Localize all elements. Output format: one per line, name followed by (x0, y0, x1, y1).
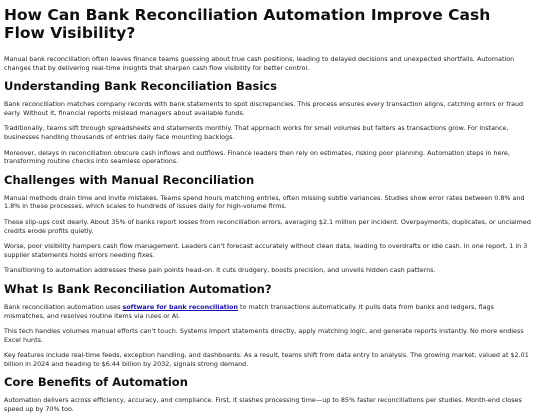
basics-paragraph-2: Traditionally, teams sift through spreadsheets and statements monthly. That approach works for small volumes but falters as transactions grow. For instance, businesses handling thousands of entries daily face mounting backlogs. (4, 124, 509, 141)
intro-paragraph: Manual bank reconciliation often leaves finance teams guessing about true cash positions, leading to delayed decisions and unexpected shortfalls. Automation changes that by delivering real-time insights that sharpen cash flow visibility for better control. (4, 55, 515, 72)
challenges-paragraph-3: Worse, poor visibility hampers cash flow management. Leaders can't forecast accurately without clean data, leading to overdrafts or idle cash. In one report, 1 in 3 supplier statements holds errors needing fixes. (4, 242, 528, 259)
section-heading-what-is: What Is Bank Reconciliation Automation? (4, 281, 272, 296)
software-link[interactable]: software for bank reconciliation (122, 302, 238, 311)
challenges-paragraph-1: Manual methods drain time and invite mistakes. Teams spend hours matching entries, often missing subtle variances. Studies show error rates between 0.8% and 1.8% in these processes, which scales to hundreds of issues daily for high-volume firms. (4, 193, 525, 211)
section-heading-basics: Understanding Bank Reconciliation Basics (4, 79, 277, 94)
page-title: How Can Bank Reconciliation Automation Improve Cash Flow Visibility? (4, 6, 491, 42)
what-is-text-before: Bank reconciliation automation uses (4, 302, 123, 311)
what-is-paragraph-1 (4, 303, 535, 320)
benefits-paragraph-1: Automation delivers across efficiency, accuracy, and compliance. First, it slashes processing time—up to 85% faster reconciliations per studies. Month-end closes speed up by 70% too. (4, 396, 522, 414)
what-is-text-after: to match transactions automatically. It pulls data from banks and ledgers, flags mismatches, and resolves routine items via rules or AI. (4, 302, 494, 320)
section-heading-benefits: Core Benefits of Automation (4, 375, 188, 390)
basics-paragraph-3: Moreover, delays in reconciliation obscure cash inflows and outflows. Finance leaders then rely on estimates, risking poor planning. Automation steps in here, transforming routine checks into seamless operations. (4, 148, 510, 166)
basics-paragraph-1: Bank reconciliation matches company records with bank statements to spot discrepancies. This process ensures every transaction aligns, catching errors or fraud early. Without it, financial reports mislead managers about available funds. (4, 100, 524, 117)
challenges-paragraph-2: These slip-ups cost dearly. About 35% of banks report losses from reconciliation errors, averaging $2.1 million per incident. Overpayments, duplicates, or unclaimed credits erode profits quietly. (4, 217, 531, 235)
what-is-paragraph-3: Key features include real-time feeds, exception handling, and dashboards. As a result, teams shift from data entry to analysis. The growing market, valued at $2.01 billion in 2024 and heading to $6.44 billion by 2032, signals strong demand. (4, 351, 529, 368)
what-is-paragraph-2: This tech handles volumes manual efforts can't touch. Systems import statements directly, apply matching logic, and generate reports instantly. No more endless Excel hunts. (4, 327, 524, 344)
section-heading-challenges: Challenges with Manual Reconciliation (4, 172, 255, 187)
challenges-paragraph-4: Transitioning to automation addresses these pain points head-on. It cuts drudgery, boosts precision, and unveils hidden cash patterns. (4, 266, 436, 275)
